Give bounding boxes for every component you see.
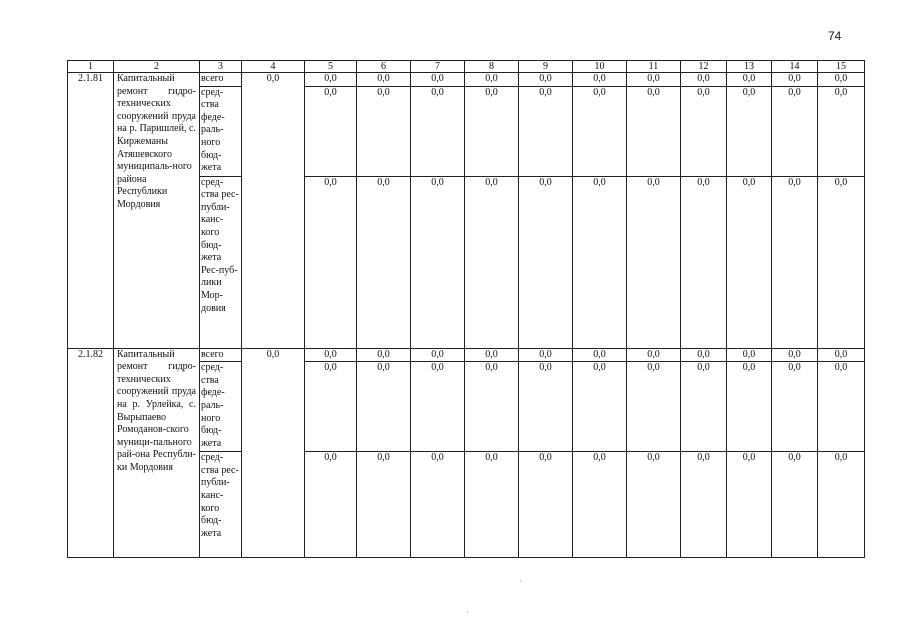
value-cell: 0,0 <box>818 86 865 176</box>
value-cell: 0,0 <box>573 86 627 176</box>
header-cell: 1 <box>68 61 114 73</box>
header-cell: 2 <box>114 61 200 73</box>
funding-source-label: всего <box>200 348 242 362</box>
value-cell: 0,0 <box>519 348 573 362</box>
funding-source-label: сред-ства феде-раль-ного бюд-жета <box>200 86 242 176</box>
funding-source-label: всего <box>200 73 242 87</box>
value-cell: 0,0 <box>681 362 727 452</box>
value-cell: 0,0 <box>465 86 519 176</box>
value-cell: 0,0 <box>519 452 573 558</box>
value-cell: 0,0 <box>627 452 681 558</box>
value-cell: 0,0 <box>772 176 818 348</box>
value-cell: 0,0 <box>305 452 357 558</box>
value-cell: 0,0 <box>772 348 818 362</box>
value-cell: 0,0 <box>411 362 465 452</box>
header-cell: 4 <box>242 61 305 73</box>
value-cell: 0,0 <box>519 73 573 87</box>
value-cell: 0,0 <box>357 348 411 362</box>
column-4-value: 0,0 <box>242 73 305 349</box>
value-cell: 0,0 <box>573 452 627 558</box>
header-cell: 14 <box>772 61 818 73</box>
item-name: Капитальный ремонт гидро-технических сооружений пруда на р. Урлейка, с. Вырыпаево Ромоданов-ского муници-пального рай-она Республи-ки Мордовия <box>114 348 200 558</box>
value-cell: 0,0 <box>573 73 627 87</box>
funding-source-label: сред-ства рес-публи-канс-кого бюд-жета <box>200 452 242 558</box>
value-cell: 0,0 <box>357 86 411 176</box>
header-cell: 5 <box>305 61 357 73</box>
value-cell: 0,0 <box>727 452 772 558</box>
header-cell: 6 <box>357 61 411 73</box>
value-cell: 0,0 <box>681 176 727 348</box>
value-cell: 0,0 <box>681 452 727 558</box>
funding-source-label: сред-ства феде-раль-ного бюд-жета <box>200 362 242 452</box>
header-cell: 13 <box>727 61 772 73</box>
value-cell: 0,0 <box>772 73 818 87</box>
header-cell: 15 <box>818 61 865 73</box>
table-body <box>68 61 865 558</box>
value-cell: 0,0 <box>627 348 681 362</box>
value-cell: 0,0 <box>727 73 772 87</box>
value-cell: 0,0 <box>818 452 865 558</box>
value-cell: 0,0 <box>305 348 357 362</box>
value-cell: 0,0 <box>519 86 573 176</box>
value-cell: 0,0 <box>772 452 818 558</box>
value-cell: 0,0 <box>818 73 865 87</box>
value-cell: 0,0 <box>727 362 772 452</box>
value-cell: 0,0 <box>627 86 681 176</box>
value-cell: 0,0 <box>519 176 573 348</box>
header-cell: 9 <box>519 61 573 73</box>
value-cell: 0,0 <box>357 362 411 452</box>
value-cell: 0,0 <box>681 86 727 176</box>
header-cell: 10 <box>573 61 627 73</box>
budget-table <box>67 60 865 558</box>
value-cell: 0,0 <box>357 452 411 558</box>
value-cell: 0,0 <box>465 452 519 558</box>
value-cell: 0,0 <box>465 348 519 362</box>
value-cell: 0,0 <box>818 348 865 362</box>
value-cell: 0,0 <box>573 348 627 362</box>
value-cell: 0,0 <box>681 348 727 362</box>
scan-speck: ˌ <box>466 604 469 613</box>
value-cell: 0,0 <box>411 452 465 558</box>
value-cell: 0,0 <box>519 362 573 452</box>
value-cell: 0,0 <box>305 362 357 452</box>
value-cell: 0,0 <box>573 176 627 348</box>
scan-speck: · <box>519 577 522 586</box>
value-cell: 0,0 <box>357 73 411 87</box>
value-cell: 0,0 <box>818 176 865 348</box>
value-cell: 0,0 <box>727 176 772 348</box>
value-cell: 0,0 <box>727 86 772 176</box>
value-cell: 0,0 <box>411 176 465 348</box>
item-code: 2.1.81 <box>68 73 114 349</box>
value-cell: 0,0 <box>411 86 465 176</box>
header-cell: 8 <box>465 61 519 73</box>
value-cell: 0,0 <box>357 176 411 348</box>
value-cell: 0,0 <box>305 73 357 87</box>
table-row <box>68 348 865 362</box>
value-cell: 0,0 <box>305 86 357 176</box>
value-cell: 0,0 <box>727 348 772 362</box>
value-cell: 0,0 <box>411 348 465 362</box>
header-cell: 11 <box>627 61 681 73</box>
header-cell: 7 <box>411 61 465 73</box>
value-cell: 0,0 <box>411 73 465 87</box>
value-cell: 0,0 <box>305 176 357 348</box>
value-cell: 0,0 <box>627 362 681 452</box>
value-cell: 0,0 <box>818 362 865 452</box>
value-cell: 0,0 <box>465 362 519 452</box>
value-cell: 0,0 <box>465 73 519 87</box>
value-cell: 0,0 <box>772 362 818 452</box>
value-cell: 0,0 <box>772 86 818 176</box>
table-row <box>68 73 865 87</box>
value-cell: 0,0 <box>627 73 681 87</box>
funding-source-label: сред-ства рес-публи-канс-кого бюд-жета Рес-пуб-лики Мор-довия <box>200 176 242 348</box>
value-cell: 0,0 <box>465 176 519 348</box>
value-cell: 0,0 <box>627 176 681 348</box>
value-cell: 0,0 <box>681 73 727 87</box>
page-number: 74 <box>828 29 842 43</box>
item-name: Капитальный ремонт гидро-технических сооружений пруда на р. Паришлей, с. Киржеманы Атяшевского муниципаль-ного района Республики Мордовия <box>114 73 200 349</box>
column-4-value: 0,0 <box>242 348 305 558</box>
column-number-header-row <box>68 61 865 73</box>
value-cell: 0,0 <box>573 362 627 452</box>
item-code: 2.1.82 <box>68 348 114 558</box>
header-cell: 3 <box>200 61 242 73</box>
header-cell: 12 <box>681 61 727 73</box>
